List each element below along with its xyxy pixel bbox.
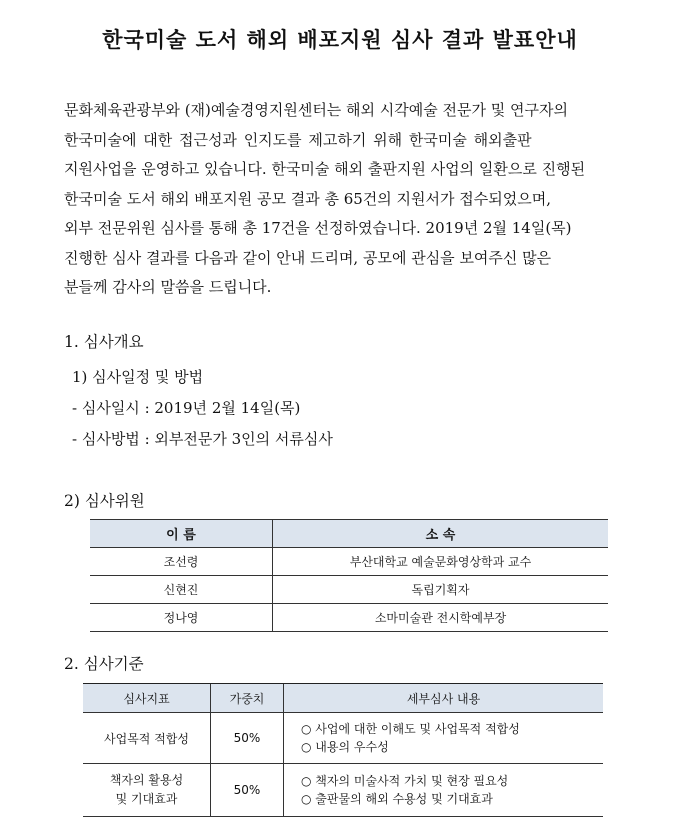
committee-table	[90, 519, 608, 632]
column-header: 심사지표	[83, 684, 211, 713]
table-row	[90, 576, 608, 604]
criteria-details	[284, 764, 604, 817]
table-row	[83, 764, 603, 817]
criteria-detail-item: ○ 출판물의 해외 수용성 및 기대효과	[301, 790, 602, 808]
intro-line: 한국미술에 대한 접근성과 인지도를 제고하기 위해 한국미술 해외출판	[64, 130, 532, 149]
member-name: 조선령	[90, 548, 273, 576]
column-header: 소 속	[273, 520, 609, 548]
criteria-indicator	[83, 713, 211, 764]
criteria-indicator-text: 및 기대효과	[115, 792, 178, 806]
criteria-weight: 50%	[211, 764, 284, 817]
intro-line: 진행한 심사 결과를 다음과 같이 안내 드리며, 공모에 관심을 보여주신 많은	[64, 248, 552, 267]
member-name: 신현진	[90, 576, 273, 604]
member-affiliation: 독립기획자	[273, 576, 609, 604]
table-row	[83, 713, 603, 764]
criteria-detail-item: ○ 사업에 대한 이해도 및 사업목적 적합성	[301, 720, 602, 738]
subheading-schedule: 1) 심사일정 및 방법	[72, 368, 204, 386]
table-header-row	[83, 684, 603, 713]
criteria-detail-item: ○ 책자의 미술사적 가치 및 현장 필요성	[301, 772, 602, 790]
criteria-indicator-text: 책자의 활용성	[109, 773, 184, 787]
schedule-item-method: - 심사방법 : 외부전문가 3인의 서류심사	[72, 430, 333, 448]
criteria-details	[284, 713, 604, 764]
intro-paragraph	[64, 96, 624, 303]
criteria-indicator-text: 사업목적 적합성	[104, 731, 189, 746]
criteria-indicator	[83, 764, 211, 817]
member-affiliation: 소마미술관 전시학예부장	[273, 604, 609, 632]
column-header: 세부심사 내용	[284, 684, 604, 713]
member-affiliation: 부산대학교 예술문화영상학과 교수	[273, 548, 609, 576]
intro-line: 문화체육관광부와 (재)예술경영지원센터는 해외 시각예술 전문가 및 연구자의	[64, 101, 568, 119]
table-row	[90, 604, 608, 632]
intro-line: 지원사업을 운영하고 있습니다. 한국미술 해외 출판지원 사업의 일환으로 진행된	[64, 160, 586, 178]
criteria-weight: 50%	[211, 713, 284, 764]
intro-line: 외부 전문위원 심사를 통해 총 17건을 선정하였습니다. 2019년 2월 14일(목)	[64, 219, 572, 237]
schedule-item-date: - 심사일시 : 2019년 2월 14일(목)	[72, 399, 301, 417]
intro-line: 한국미술 도서 해외 배포지원 공모 결과 총 65건의 지원서가 접수되었으며,	[64, 189, 551, 208]
section-heading-overview: 1. 심사개요	[64, 333, 144, 351]
section-heading-committee: 2) 심사위원	[64, 492, 145, 510]
intro-line: 분들께 감사의 말씀을 드립니다.	[64, 278, 272, 296]
table-row	[90, 548, 608, 576]
member-name: 정나영	[90, 604, 273, 632]
criteria-table	[83, 683, 603, 817]
page-title: 한국미술 도서 해외 배포지원 심사 결과 발표안내	[102, 27, 578, 52]
section-heading-criteria: 2. 심사기준	[64, 655, 144, 673]
criteria-detail-item: ○ 내용의 우수성	[301, 738, 602, 756]
table-header-row	[90, 520, 608, 548]
column-header: 가중치	[211, 684, 284, 713]
column-header: 이 름	[90, 520, 273, 548]
